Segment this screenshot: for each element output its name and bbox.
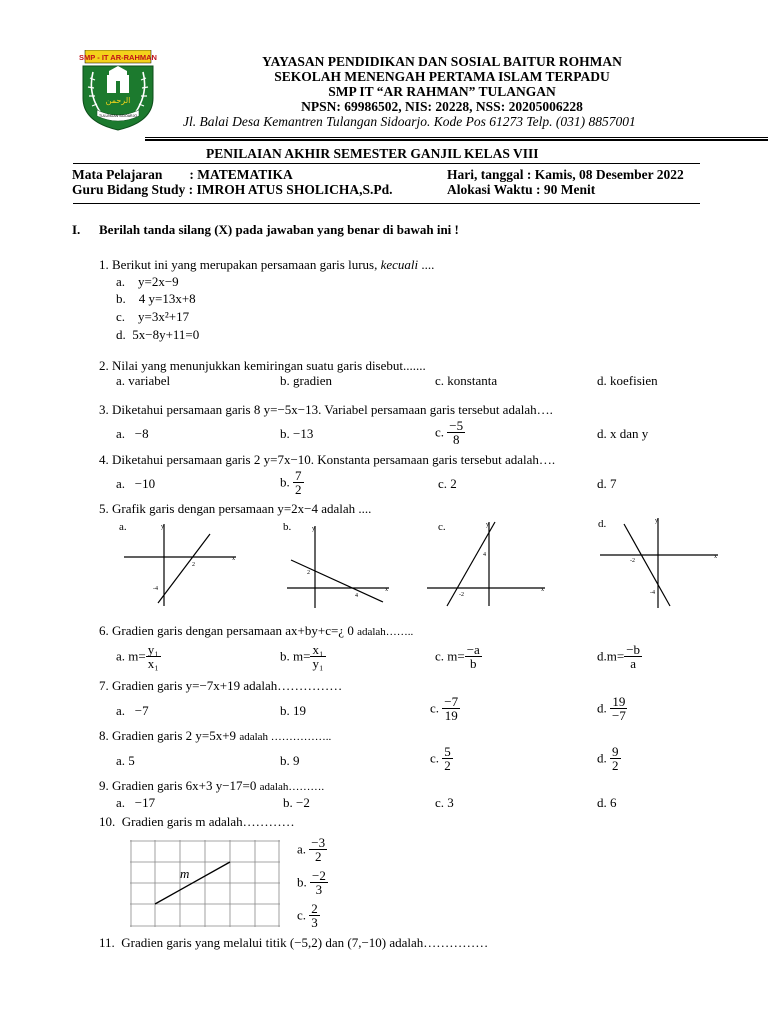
- axis-y-label: y: [161, 524, 164, 530]
- q10-grid-graph: [130, 840, 282, 928]
- q2-stem: 2. Nilai yang menunjukkan kemiringan suatu garis disebut.......: [99, 358, 426, 373]
- q4-option-d[interactable]: d. 7: [597, 476, 617, 491]
- q5-graph-d[interactable]: [598, 514, 723, 610]
- q5-option-d[interactable]: d.: [598, 518, 607, 530]
- header-rule: [145, 137, 768, 138]
- tick-label: -2: [459, 592, 464, 598]
- q7-option-c[interactable]: c. $\frac{-7}{19}$: [430, 694, 459, 723]
- q2-option-b[interactable]: b. gradien: [280, 373, 332, 388]
- q9-stem: 9. Gradien garis 6x+3 y−17=0 adalah……….: [99, 778, 325, 793]
- q10-option-b[interactable]: b. $\frac{-2}{3}$: [297, 868, 326, 897]
- q3-option-b[interactable]: b. −13: [280, 426, 314, 441]
- q7-option-d[interactable]: d. $\frac{19}{-7}$: [597, 694, 626, 723]
- q6-option-a[interactable]: a. m= $\frac{\text{y₁}}{\text{x₁}}$: [116, 642, 159, 671]
- axis-x-label: x: [541, 587, 544, 593]
- q3-option-d[interactable]: d. x dan y: [597, 426, 649, 441]
- section-instruction: Berilah tanda silang (X) pada jawaban yang benar di bawah ini !: [99, 222, 459, 237]
- tick-label: 4: [483, 552, 486, 558]
- q3-stem: 3. Diketahui persamaan garis 8 y=−5x−13. Variabel persamaan garis tersebut adalah….: [99, 402, 553, 417]
- logo-ribbon-text: TULUNGAN SIDOARJO: [98, 114, 138, 118]
- q6-option-d[interactable]: d.m= $\frac{-b}{a}$: [597, 642, 641, 671]
- q5-option-c[interactable]: c.: [438, 521, 446, 533]
- q6-option-b[interactable]: b. m= $\frac{\text{x₁}}{\text{y₁}}$: [280, 642, 324, 671]
- axis-y-label: y: [486, 522, 489, 528]
- q7-option-a[interactable]: a. −7: [116, 703, 149, 718]
- exam-title: PENILAIAN AKHIR SEMESTER GANJIL KELAS VIII: [206, 146, 539, 161]
- logo-banner-text: SMP - IT AR-RAHMAN: [79, 53, 157, 62]
- school-ids: NPSN: 69986502, NIS: 20228, NSS: 20205006228: [301, 99, 583, 114]
- q5-option-b[interactable]: b.: [283, 521, 292, 533]
- q10-option-c[interactable]: c. $\frac{2}{3}$: [297, 901, 318, 930]
- line-m-label: m: [180, 866, 190, 881]
- tick-label: 2: [307, 570, 310, 576]
- q5-option-a[interactable]: a.: [119, 521, 127, 533]
- header-rule-thick: [145, 139, 768, 141]
- q8-option-c[interactable]: c. $\frac{5}{2}$: [430, 744, 451, 773]
- q9-option-a[interactable]: a. −17: [116, 795, 156, 810]
- q1-option-c[interactable]: c. y=3x²+17: [116, 309, 190, 324]
- axis-x-label: x: [232, 556, 235, 562]
- info-rule: [73, 203, 700, 204]
- q2-option-a[interactable]: a. variabel: [116, 373, 171, 388]
- q8-option-b[interactable]: b. 9: [280, 753, 300, 768]
- q10-stem: 10. Gradien garis m adalah…………: [99, 814, 295, 829]
- q6-option-c[interactable]: c. m= $\frac{-a}{b}$: [435, 642, 480, 671]
- date-info: Hari, tanggal : Kamis, 08 Desember 2022: [447, 167, 684, 182]
- q5-stem: 5. Grafik garis dengan persamaan y=2x−4 adalah ....: [99, 501, 372, 516]
- q4-stem: 4. Diketahui persamaan garis 2 y=7x−10. Konstanta persamaan garis tersebut adalah….: [99, 452, 556, 467]
- logo-arabic-text: الرحمن: [105, 96, 131, 105]
- tick-label: -4: [153, 586, 158, 592]
- q4-option-c[interactable]: c. 2: [438, 476, 457, 491]
- school-logo: [79, 50, 157, 132]
- tick-label: -4: [650, 590, 655, 596]
- q7-stem: 7. Gradien garis y=−7x+19 adalah……………: [99, 678, 343, 693]
- q5-graph-a[interactable]: [120, 520, 245, 608]
- teacher-info: Guru Bidang Study : IMROH ATUS SHOLICHA,S.Pd.: [72, 182, 393, 197]
- q1-option-a[interactable]: a. y=2x−9: [116, 274, 179, 289]
- foundation-name: YAYASAN PENDIDIKAN DAN SOSIAL BAITUR ROHMAN: [262, 54, 622, 69]
- q1-stem: 1. Berikut ini yang merupakan persamaan garis lurus, kecuali ....: [99, 257, 435, 272]
- q4-option-b[interactable]: b. $\frac{7}{2}$: [280, 468, 302, 497]
- tick-label: 2: [192, 562, 195, 568]
- q2-option-d[interactable]: d. koefisien: [597, 373, 658, 388]
- school-type: SEKOLAH MENENGAH PERTAMA ISLAM TERPADU: [274, 69, 610, 84]
- q6-stem: 6. Gradien garis dengan persamaan ax+by+c=¿ 0 adalah……..: [99, 623, 414, 638]
- axis-x-label: x: [714, 554, 717, 560]
- q8-option-d[interactable]: d. $\frac{9}{2}$: [597, 744, 619, 773]
- school-address: Jl. Balai Desa Kemantren Tulangan Sidoarjo. Kode Pos 61273 Telp. (031) 8857001: [183, 114, 636, 129]
- time-info: Alokasi Waktu : 90 Menit: [447, 182, 596, 197]
- tick-label: 4: [355, 593, 358, 599]
- q9-option-b[interactable]: b. −2: [283, 795, 310, 810]
- title-rule: [73, 163, 700, 164]
- q2-option-c[interactable]: c. konstanta: [435, 373, 498, 388]
- q9-option-c[interactable]: c. 3: [435, 795, 454, 810]
- q3-option-c[interactable]: c. $\frac{-5}{8}$: [435, 418, 464, 447]
- q7-option-b[interactable]: b. 19: [280, 703, 306, 718]
- q4-option-a[interactable]: a. −10: [116, 476, 156, 491]
- q10-option-a[interactable]: a. $\frac{-3}{2}$: [297, 835, 326, 864]
- axis-y-label: y: [655, 518, 658, 524]
- subject-info: Mata Pelajaran : MATEMATIKA: [72, 167, 293, 182]
- q11-stem: 11. Gradien garis yang melalui titik (−5,2) dan (7,−10) adalah……………: [99, 935, 489, 950]
- q5-graph-c[interactable]: [425, 518, 550, 608]
- q1-option-b[interactable]: b. 4 y=13x+8: [116, 291, 196, 306]
- letterhead: [178, 54, 706, 114]
- q5-graph-b[interactable]: [285, 520, 395, 610]
- q1-option-d[interactable]: d. 5x−8y+11=0: [116, 327, 200, 342]
- axis-x-label: x: [385, 587, 388, 593]
- q9-option-d[interactable]: d. 6: [597, 795, 617, 810]
- tick-label: -2: [630, 558, 635, 564]
- axis-y-label: y: [312, 526, 315, 532]
- section-number: I.: [72, 222, 81, 237]
- q8-option-a[interactable]: a. 5: [116, 753, 135, 768]
- q3-option-a[interactable]: a. −8: [116, 426, 149, 441]
- school-name: SMP IT “AR RAHMAN” TULANGAN: [328, 84, 556, 99]
- q8-stem: 8. Gradien garis 2 y=5x+9 adalah ……………..: [99, 728, 332, 743]
